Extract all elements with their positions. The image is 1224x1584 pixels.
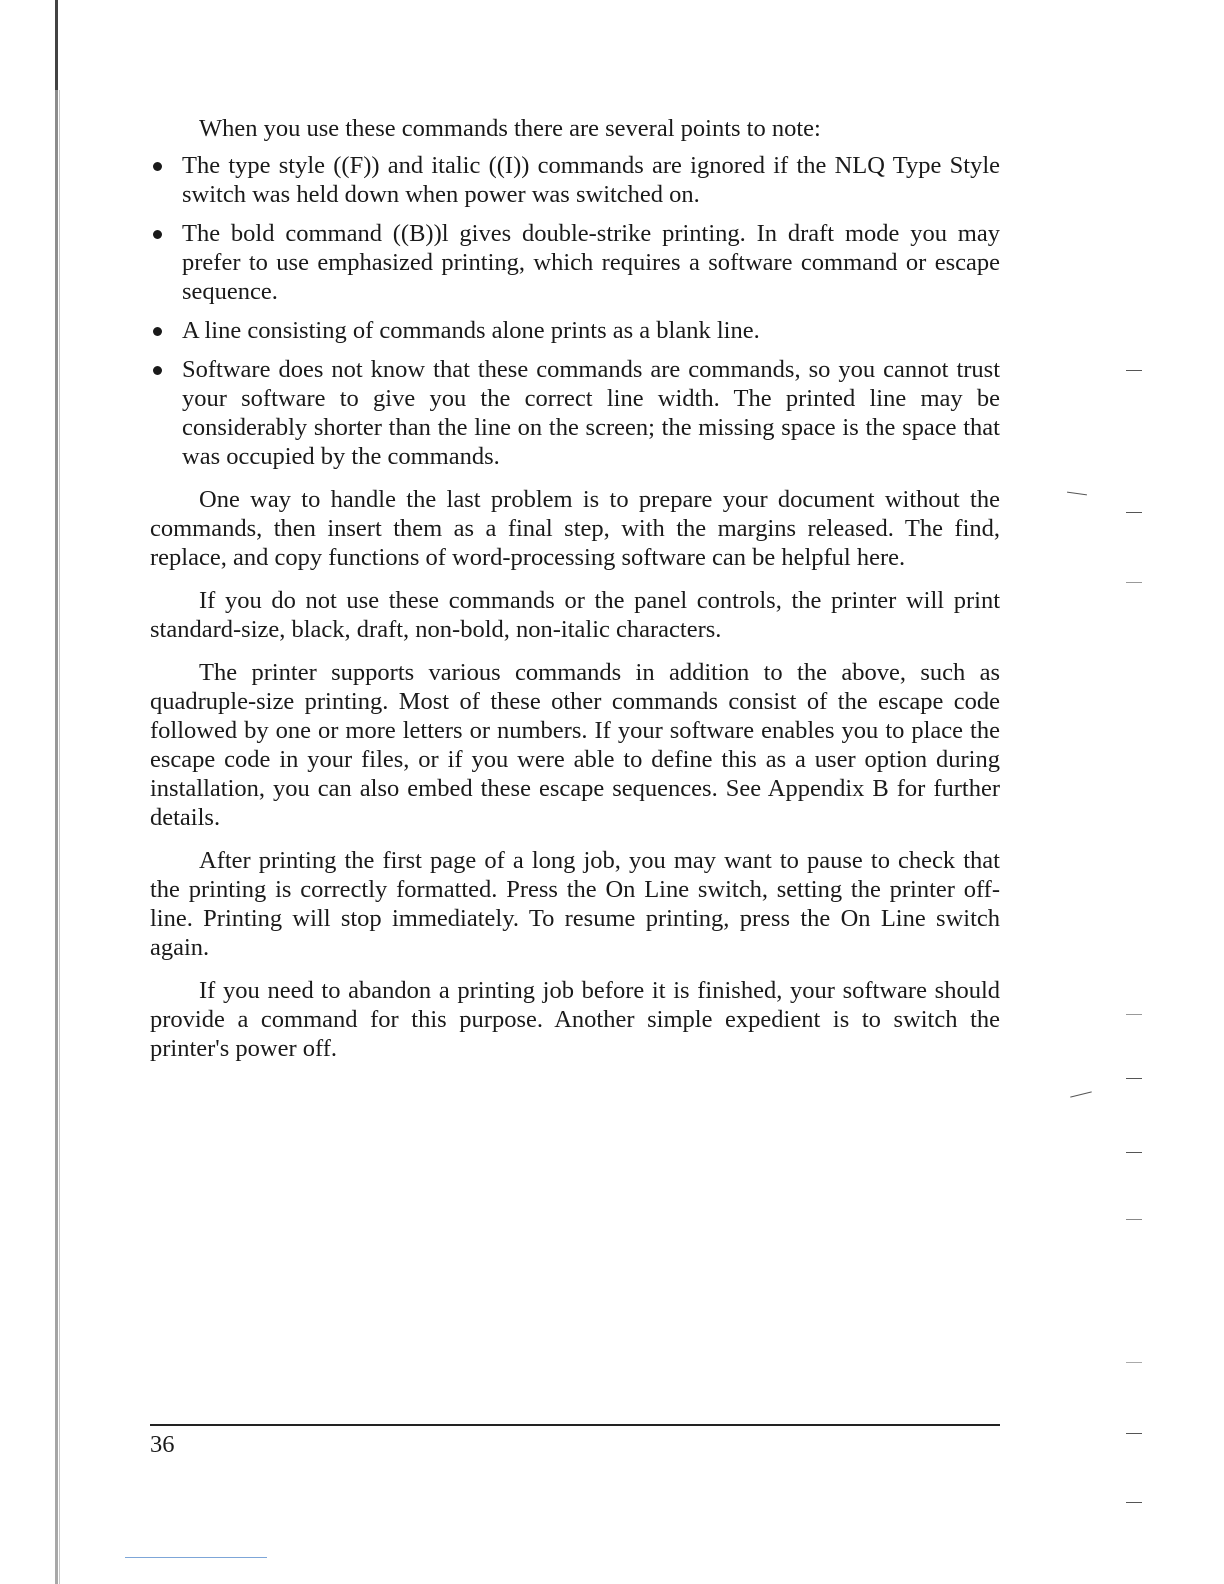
list-item xyxy=(150,219,1000,306)
list-item-text: The type style ((F)) and italic ((I)) commands are ignored if the NLQ Type Style switch was held down when power was switched on. xyxy=(182,152,1000,208)
bullet-icon xyxy=(153,230,162,239)
margin-mark xyxy=(1126,1433,1142,1434)
margin-mark xyxy=(1126,1219,1142,1220)
margin-mark xyxy=(1126,1502,1142,1503)
list-item-text: The bold command ((B))l gives double-strike printing. In draft mode you may prefer to use emphasized printing, which requires a software command or escape sequence. xyxy=(182,220,1000,305)
margin-mark xyxy=(1126,370,1142,371)
margin-mark xyxy=(1126,512,1142,513)
margin-mark xyxy=(1126,1014,1142,1015)
margin-mark xyxy=(1126,1362,1142,1363)
list-item-text: Software does not know that these commands are commands, so you cannot trust your software to give you the correct line width. The printed line may be considerably shorter than the line on the screen; the missing space is the space that was occupied by the commands. xyxy=(182,356,1000,470)
list-item xyxy=(150,355,1000,471)
margin-mark xyxy=(1126,582,1142,583)
paragraph: If you need to abandon a printing job before it is finished, your software should provide a command for this purpose. Another simple expedient is to switch the printer's power off. xyxy=(150,977,1000,1062)
paragraph: The printer supports various commands in addition to the above, such as quadruple-size printing. Most of these other commands consist of the escape code followed by one or more letters or numbers. If your software enables you to place the escape code in your files, or if you were able to define this as a user option during installation, you can also embed these escape sequences. See Appendix B for further details. xyxy=(150,659,1000,831)
page-body xyxy=(150,114,1000,1077)
margin-mark xyxy=(1126,1078,1142,1079)
margin-mark xyxy=(1126,1152,1142,1153)
paragraph: One way to handle the last problem is to prepare your document without the commands, then insert them as a final step, with the margins released. The find, replace, and copy functions of word-processing software can be helpful here. xyxy=(150,486,1000,571)
bullet-icon xyxy=(153,327,162,336)
scan-edge-left xyxy=(55,0,58,1584)
margin-mark xyxy=(1067,492,1087,496)
page-number: 36 xyxy=(150,1431,175,1458)
scan-artifact-line xyxy=(125,1557,267,1558)
paragraph: After printing the first page of a long job, you may want to pause to check that the printing is correctly formatted. Press the On Line switch, setting the printer off-line. Printing will stop immediately. To resume printing, press the On Line switch again. xyxy=(150,847,1000,961)
bullet-icon xyxy=(153,366,162,375)
footer-rule xyxy=(150,1424,1000,1426)
notes-list xyxy=(150,151,1000,471)
bullet-icon xyxy=(153,162,162,171)
intro-text: When you use these commands there are several points to note: xyxy=(199,115,821,142)
scan-edge-shadow xyxy=(59,90,60,1584)
list-item-text: A line consisting of commands alone prints as a blank line. xyxy=(182,317,760,344)
list-item xyxy=(150,316,1000,345)
margin-mark xyxy=(1070,1091,1092,1097)
list-item xyxy=(150,151,1000,209)
paragraph: If you do not use these commands or the panel controls, the printer will print standard-size, black, draft, non-bold, non-italic characters. xyxy=(150,587,1000,643)
